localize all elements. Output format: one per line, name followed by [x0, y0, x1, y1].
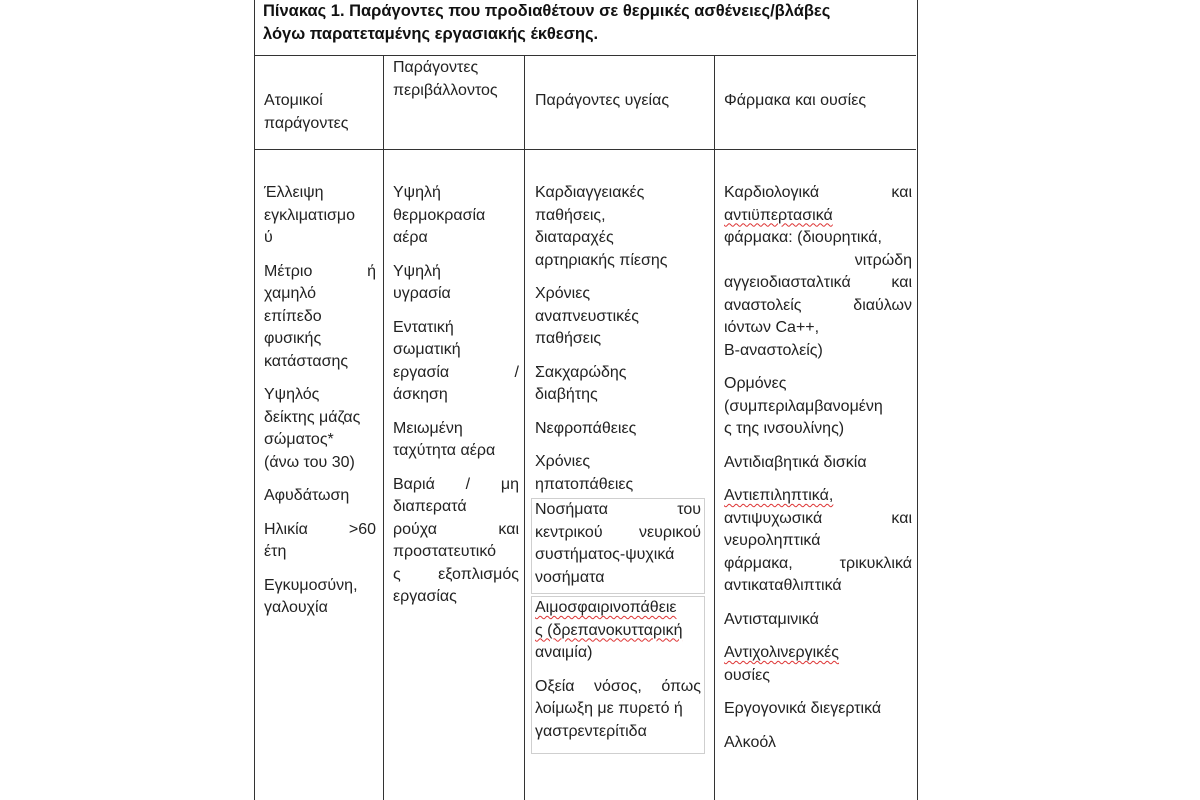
header-individual-factors [264, 89, 376, 135]
cell-line: Έλλειψη [264, 184, 324, 201]
cell-line: νευροληπτικά [724, 532, 821, 549]
cell-line: Χρόνιες [535, 453, 591, 470]
cell-line: ηπατοπάθειες [535, 475, 634, 493]
cell-line: δείκτης μάζας [264, 408, 361, 426]
cell-line: αντικαταθλιπτικά [724, 577, 842, 594]
cell-line: ύ [264, 229, 273, 246]
list-item [264, 485, 376, 508]
cell-line: Εγκυμοσύνη, [264, 576, 358, 594]
cell-line: Νεφροπάθειες [535, 419, 637, 437]
header-environmental-factors [393, 56, 521, 102]
list-item [393, 474, 519, 609]
cell-line: ρούχα και [393, 520, 519, 538]
cell-line: Υψηλή [393, 262, 441, 280]
cell-line: νοσήματα [535, 568, 605, 586]
cell-line: προστατευτικό [393, 543, 497, 560]
list-item [724, 182, 912, 362]
table-caption [263, 0, 915, 46]
cell-line: επίπεδο [264, 307, 322, 325]
cell-line: φάρμακα: (διουρητικά, [724, 229, 882, 246]
cell-line: αναπνευστικές [535, 307, 640, 325]
cell-line: υγρασία [393, 285, 451, 302]
cell-line: νιτρώδη [854, 251, 912, 269]
cell-line: αντιϋπερτασικά [724, 206, 833, 224]
list-item [393, 418, 519, 463]
cell-line: σώματος* [264, 431, 334, 448]
list-item [264, 384, 376, 474]
cell-line: Μέτριο ή [264, 262, 376, 280]
cell-line: θερμοκρασία [393, 206, 486, 224]
cell-line: γαλουχία [264, 599, 328, 616]
cell-line: Αντισταμινικά [724, 610, 819, 628]
list-item [724, 698, 912, 721]
table-top-border [255, 55, 916, 56]
list-item [264, 519, 376, 564]
cell-line: Ορμόνες [724, 375, 787, 392]
cell-line: (άνω του 30) [264, 453, 355, 471]
spacer [535, 665, 701, 676]
list-item [724, 642, 912, 687]
list-item [724, 609, 912, 632]
cell-line: εργασίας [393, 588, 457, 605]
list-item [535, 362, 705, 407]
cell-line: διαπερατά [393, 498, 467, 515]
cell-line: Β-αναστολείς) [724, 341, 823, 359]
cell-line: Αντιχολινεργικές [724, 644, 840, 661]
cell-line: Αφυδάτωση [264, 487, 350, 504]
column-environmental-factors [393, 182, 519, 620]
list-item [535, 283, 705, 351]
cell-line: Μειωμένη [393, 419, 463, 437]
column-divider-1 [383, 56, 384, 800]
column-individual-factors [264, 182, 376, 631]
cell-line: Αντιεπιληπτικά, [724, 487, 834, 504]
cell-line: λοίμωξη με πυρετό ή [535, 700, 683, 717]
cell-line: χαμηλό [264, 285, 316, 302]
cell-line: ς εξοπλισμός [393, 565, 519, 583]
cell-line: γαστρεντερίτιδα [535, 722, 647, 740]
cell-line: εγκλιματισμο [264, 206, 356, 224]
caption-line-1: Πίνακας 1. Παράγοντες που προδιαθέτουν σε θερμικές ασθένειες/βλάβες [263, 2, 831, 20]
cell-line: σωματική [393, 341, 461, 358]
header-text-line: περιβάλλοντος [393, 82, 498, 99]
cell-line: ιόντων Ca++, [724, 319, 820, 336]
cell-line: αέρα [393, 229, 428, 246]
cell-line: Οξεία νόσος, όπως [535, 677, 701, 695]
cell-line: Καρδιολογικά και [724, 184, 912, 201]
column-drugs-substances [724, 182, 912, 765]
list-item [535, 451, 705, 496]
list-item [264, 261, 376, 374]
cell-line: Υψηλή [393, 184, 441, 201]
cell-line: ς (δρεπανοκυτταρική [535, 621, 683, 639]
cell-line: Αντιδιαβητικά δισκία [724, 453, 867, 471]
list-item [535, 182, 705, 272]
cell-line: φάρμακα, τρικυκλικά [724, 554, 912, 572]
header-bottom-border [255, 149, 916, 150]
cell-line: (συμπεριλαμβανομένη [724, 397, 883, 415]
header-health-factors: Παράγοντες υγείας [535, 92, 670, 109]
cell-line: κεντρικού νευρικού [535, 523, 701, 541]
column-divider-2 [524, 56, 525, 800]
list-item [724, 485, 912, 598]
cell-line: άσκηση [393, 386, 448, 403]
cell-line: Υψηλός [264, 386, 320, 403]
cell-line: ς της ινσουλίνης) [724, 420, 845, 437]
list-item [724, 732, 912, 755]
cell-line: Εργογονικά διεγερτικά [724, 700, 882, 717]
column-divider-3 [714, 56, 715, 800]
caption-line-2: λόγω παρατεταμένης εργασιακής έκθεσης. [263, 25, 599, 43]
list-item [724, 373, 912, 441]
cell-line: παθήσεις, [535, 206, 606, 224]
cell-line: Νοσήματα του [535, 501, 701, 518]
cell-line: Αιμοσφαιρινοπάθειε [535, 599, 677, 616]
cell-line: Χρόνιες [535, 285, 591, 302]
list-item [264, 182, 376, 250]
cell-line: αρτηριακής πίεσης [535, 251, 668, 269]
cell-line: φυσικής [264, 330, 322, 347]
cell-line: αγγειοδιασταλτικά και [724, 274, 912, 291]
cell-line: διαταραχές [535, 229, 614, 246]
cell-line: αναστολείς διαύλων [724, 296, 912, 314]
cell-line: Καρδιαγγειακές [535, 184, 645, 201]
cell-line: έτη [264, 543, 287, 560]
cell-line: κατάστασης [264, 352, 349, 370]
list-item [264, 575, 376, 620]
list-item [393, 182, 519, 250]
cell-line: Εντατική [393, 318, 454, 336]
cell-line: εργασία / [393, 363, 519, 381]
header-text-line: Ατομικοί [264, 92, 323, 109]
cell-line: Αλκοόλ [724, 733, 776, 751]
list-item-boxed [531, 498, 705, 594]
header-text-line: παράγοντες [264, 115, 349, 132]
header-text-line: Παράγοντες [393, 59, 479, 76]
column-health-factors [535, 182, 705, 754]
header-drugs-substances: Φάρμακα και ουσίες [724, 92, 867, 109]
document-page [254, 0, 918, 800]
list-item [393, 317, 519, 407]
list-item [724, 452, 912, 475]
cell-line: Βαριά / μη [393, 475, 519, 493]
cell-line: Ηλικία >60 [264, 520, 376, 538]
cell-line: παθήσεις [535, 330, 602, 347]
cell-line: ταχύτητα αέρα [393, 442, 496, 459]
cell-line: Σακχαρώδης [535, 363, 627, 381]
cell-line: συστήματος-ψυχικά [535, 546, 675, 563]
list-item-boxed [531, 596, 705, 754]
list-item [393, 261, 519, 306]
cell-line: ουσίες [724, 666, 770, 684]
cell-line: αντιψυχωσικά και [724, 509, 912, 527]
list-item [535, 418, 705, 441]
cell-line: αναιμία) [535, 644, 593, 661]
cell-line: διαβήτης [535, 386, 598, 403]
